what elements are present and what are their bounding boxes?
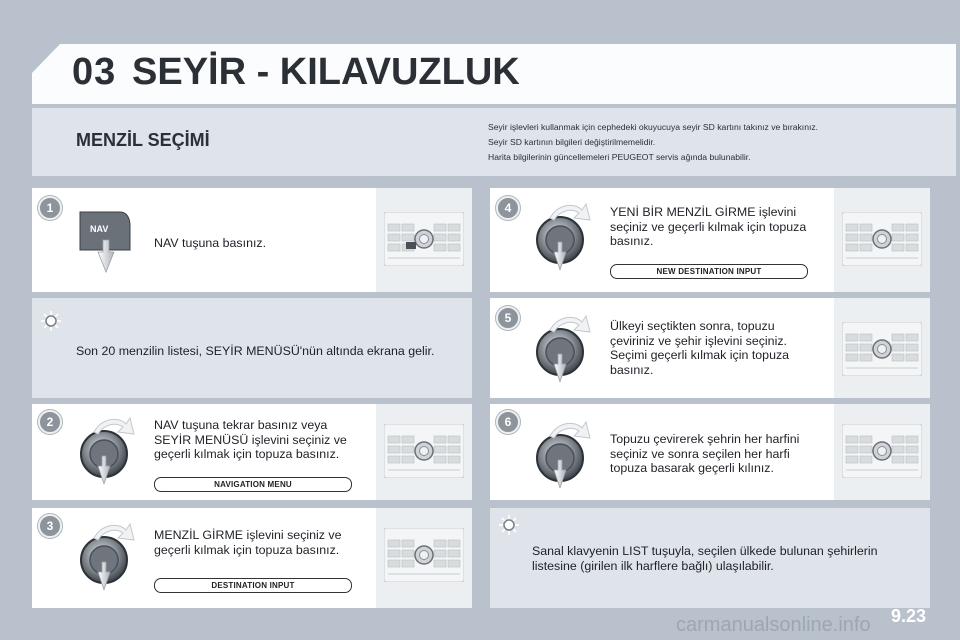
intro-text (488, 120, 948, 165)
header-corner (0, 44, 60, 106)
knob-icon (536, 418, 592, 488)
step-badge: 3 (38, 514, 62, 538)
nav-button-icon (76, 210, 134, 274)
step-badge: 4 (496, 196, 520, 220)
step-text: YENİ BİR MENZİL GİRME işlevini seçiniz ve geçerli kılmak için topuza basınız. (610, 205, 807, 248)
step-text: MENZİL GİRME işlevini seçiniz ve geçerli kılmak için topuza basınız. (154, 528, 342, 557)
section-title: MENZİL SEÇİMİ (76, 130, 210, 150)
knob-icon (536, 312, 592, 382)
menu-label: NEW DESTINATION INPUT (610, 264, 808, 279)
intro-line: Seyir işlevleri kullanmak için cephedeki okuyucuya seyir SD kartını takınız ve bırakınız. (488, 122, 819, 132)
radio-unit-icon (384, 424, 464, 478)
step-text: Ülkeyi seçtikten sonra, topuzu çeviriniz ve şehir işlevini seçiniz. Seçimi geçerli kılmak için topuza basınız. (610, 319, 790, 377)
lightbulb-icon (40, 310, 62, 332)
radio-unit-icon (384, 212, 464, 266)
radio-thumbnail (834, 188, 930, 292)
radio-unit-icon (842, 212, 922, 266)
step-badge: 5 (496, 306, 520, 330)
step-badge: 2 (38, 410, 62, 434)
menu-label: DESTINATION INPUT (154, 578, 352, 593)
radio-thumbnail (376, 404, 472, 500)
chapter-title: SEYİR - KILAVUZLUK (132, 51, 520, 93)
radio-thumbnail (376, 188, 472, 292)
step-badge: 1 (38, 196, 62, 220)
menu-label: NAVIGATION MENU (154, 477, 352, 492)
tip-text: Sanal klavyenin LIST tuşuyla, seçilen ülkede bulunan şehirlerin listesine (girilen ilk harflere bağlı) ulaşılabilir. (532, 544, 878, 573)
knob-icon (80, 414, 136, 484)
radio-thumbnail (376, 508, 472, 608)
radio-unit-icon (384, 528, 464, 582)
radio-unit-icon (842, 424, 922, 478)
radio-unit-icon (842, 322, 922, 376)
step-text: Topuzu çevirerek şehrin her harfini seçiniz ve sonra seçilen her harfi topuza basarak geçerli kılınız. (610, 432, 800, 475)
nav-button-label: NAV (90, 224, 109, 234)
radio-thumbnail (834, 298, 930, 398)
watermark: carmanualsonline.info (676, 614, 871, 636)
knob-icon (536, 200, 592, 270)
radio-thumbnail (834, 404, 930, 500)
tip-text: Son 20 menzilin listesi, SEYİR MENÜSÜ'nün altında ekrana gelir. (76, 344, 435, 358)
step-text: NAV tuşuna tekrar basınız veya SEYİR MENÜSÜ işlevini seçiniz ve geçerli kılmak için topuza basınız. (154, 418, 347, 461)
intro-line: Harita bilgilerinin güncellemeleri PEUGEOT servis ağında bulunabilir. (488, 152, 751, 162)
knob-icon (80, 520, 136, 590)
page-number: 9.23 (890, 606, 926, 626)
step-badge: 6 (496, 410, 520, 434)
lightbulb-icon (498, 514, 520, 536)
chapter-number: 03 (72, 51, 117, 93)
step-text: NAV tuşuna basınız. (154, 236, 267, 250)
intro-line: Seyir SD kartının bilgileri değiştirilmemelidir. (488, 137, 656, 147)
